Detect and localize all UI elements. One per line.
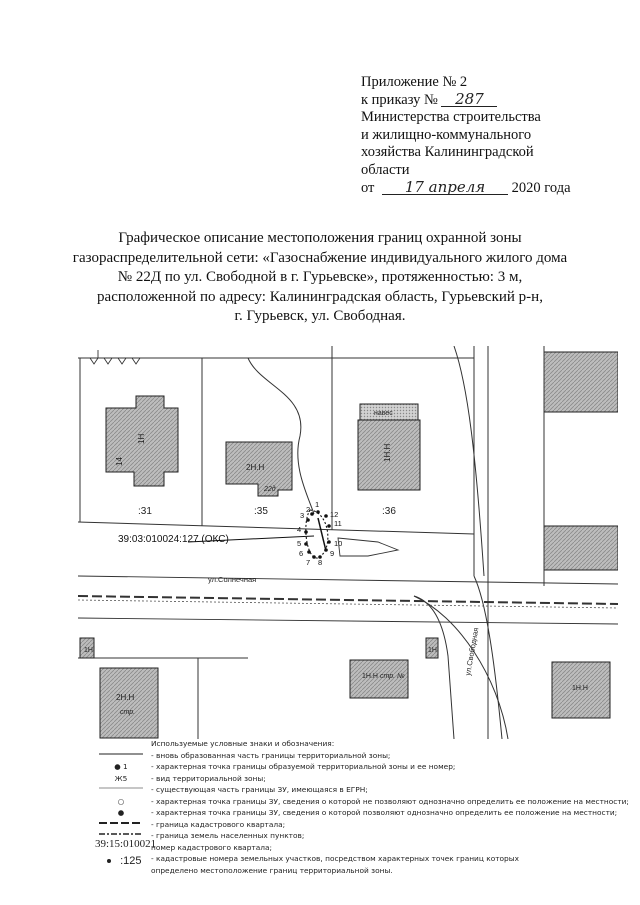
ministry-line-4: области [361, 161, 410, 178]
legend-text: - граница кадастрового квартала; [151, 819, 286, 829]
date-line [361, 177, 621, 198]
street-solnechnaya [78, 576, 618, 624]
building-bottom-right-label: 1Н.Н [572, 685, 588, 692]
existing-boundary-symbol [97, 784, 145, 792]
legend-text: - кадастровые номера земельных участков, посредством характерных точек границ которых [151, 854, 519, 863]
building-left-label: 1Н [137, 433, 146, 444]
legend-item [96, 842, 616, 854]
ministry-line-2: и жилищно-коммунального [361, 126, 532, 143]
legend-text: - граница земель населенных пунктов; [151, 831, 305, 840]
point-label-4: 4 [297, 525, 302, 534]
oks-label: 39:03:010024:127 (ОКС) [118, 534, 229, 545]
point-label-3: 3 [300, 511, 305, 520]
point-label-5: 5 [297, 539, 302, 548]
point-label-9: 9 [330, 549, 335, 558]
characteristic-points [304, 510, 331, 559]
cadastral-plan [78, 346, 618, 739]
building-middle-label: 2Н.Н [246, 463, 265, 472]
legend-item [96, 773, 616, 785]
legend-item [96, 830, 616, 842]
point-6 [307, 550, 311, 554]
legend-symbol: ○ [117, 796, 125, 806]
parcel-31-label: :31 [138, 506, 152, 517]
legend-text: - существующая часть границы ЗУ, имеющаяся в ЕГРН; [151, 785, 368, 794]
title-line-4: расположенной по адресу: Калининградская область, Гурьевский р-н, [97, 288, 543, 305]
point-12 [324, 514, 328, 518]
legend-symbol: Ж5 [114, 773, 128, 783]
title-line-2: газораспределительной сети: «Газоснабжение индивидуального жилого дома [72, 249, 568, 266]
appendix-title: Приложение № 2 [361, 74, 468, 90]
parcel-code [107, 855, 141, 867]
legend-text: номер кадастрового квартала; [151, 842, 272, 852]
legend-heading [96, 738, 616, 750]
point-label-11: 11 [334, 519, 342, 528]
legend-text: определено местоположение границ территориальной зоны. [151, 865, 393, 875]
legend-item [96, 853, 616, 865]
legend-text: - вид территориальной зоны; [151, 773, 266, 783]
quarter-boundary-symbol [97, 819, 145, 827]
fence-marks [90, 346, 332, 364]
order-line [361, 89, 621, 110]
right-parcel-mid [544, 526, 618, 570]
order-number: 287 [441, 92, 497, 107]
parcel-36-label: :36 [382, 506, 396, 517]
legend-text: - характерная точка границы образуемой территориальной зоны и ее номер; [151, 762, 456, 771]
building-left-number: 14 [115, 457, 124, 466]
legend-item [96, 819, 616, 831]
building-right-label: 1Н.Н [383, 443, 392, 462]
legend-text: - вновь образованная часть границы территориальной зоны; [151, 750, 391, 760]
building-bottom-middle-label: 1Н.Н [362, 673, 378, 680]
driveway [338, 538, 398, 556]
quarter-code: 39:15:010021 [95, 838, 157, 850]
point-5 [304, 542, 308, 546]
point-label-2: 2 [306, 505, 311, 514]
street-svobodnaya [414, 346, 508, 739]
point-label-7: 7 [306, 558, 311, 567]
legend-heading-text: Используемые условные знаки и обозначения: [151, 739, 335, 748]
settlement-boundary-symbol [97, 830, 145, 838]
ministry-line-3: хозяйства Калининградской [361, 144, 534, 161]
legend-item [96, 796, 629, 808]
point-11 [327, 524, 331, 528]
street-solnechnaya-label: ул.Солнечная [208, 575, 257, 584]
date-value: 17 апреля [382, 180, 508, 195]
building-bottom-left [100, 668, 158, 738]
point-label-8: 8 [318, 558, 323, 567]
document-title [40, 229, 600, 327]
small-building-mid-label: 1Н [428, 647, 437, 654]
point-4 [304, 530, 308, 534]
canopy-label: навес [374, 410, 393, 417]
street-svobodnaya-label: ул.Свободная [463, 626, 481, 677]
legend-text: - характерная точка границы ЗУ, сведения о которой не позволяют однозначно определить ее положение на местности; [151, 796, 629, 806]
new-boundary-symbol [97, 750, 145, 758]
point-3 [306, 518, 310, 522]
title-line-1: Графическое описание местоположения границ охранной зоны [118, 230, 522, 246]
title-line-3: № 22Д по ул. Свободной в г. Гурьевске», протяженностью: 3 м, [117, 269, 523, 285]
parcel-35-label: :35 [254, 506, 268, 517]
building-bottom-left-sub: стр. [120, 709, 136, 716]
point-7 [312, 555, 316, 559]
point-2 [310, 512, 314, 516]
parcel-dot-icon [107, 859, 111, 863]
point-10 [327, 540, 331, 544]
legend-item [96, 807, 616, 819]
point-label-6: 6 [299, 549, 304, 558]
point-label-1: 1 [315, 500, 320, 509]
point-1 [316, 510, 320, 514]
small-building-left-label: 1Н [84, 647, 93, 654]
legend [96, 738, 629, 876]
building-middle-number: 22д [264, 486, 276, 493]
legend-item [96, 784, 616, 796]
point-9 [324, 548, 328, 552]
building-bottom-middle-sub: стр. № [380, 673, 405, 680]
legend-text: - характерная точка границы ЗУ, сведения о которой позволяют однозначно определить ее положение на местности; [151, 808, 618, 817]
point-label-12: 12 [330, 510, 339, 519]
order-prefix: к приказу № [361, 91, 438, 108]
ministry-line-1: Министерства строительства [361, 109, 541, 126]
point-label-10: 10 [334, 539, 343, 548]
legend-item [96, 761, 616, 773]
title-line-5: г. Гурьевск, ул. Свободная. [234, 308, 406, 324]
right-parcel-top [544, 352, 618, 412]
legend-item [96, 865, 616, 877]
parcel-code-text: :125 [120, 855, 142, 867]
date-prefix: от [361, 179, 375, 196]
building-bottom-left-label: 2Н.Н [116, 693, 135, 702]
appendix-block [361, 74, 621, 197]
date-year: 2020 года [511, 179, 571, 196]
legend-item [96, 750, 616, 762]
legend-symbol: ● 1 [114, 762, 128, 771]
legend-symbol: ● [117, 808, 125, 817]
